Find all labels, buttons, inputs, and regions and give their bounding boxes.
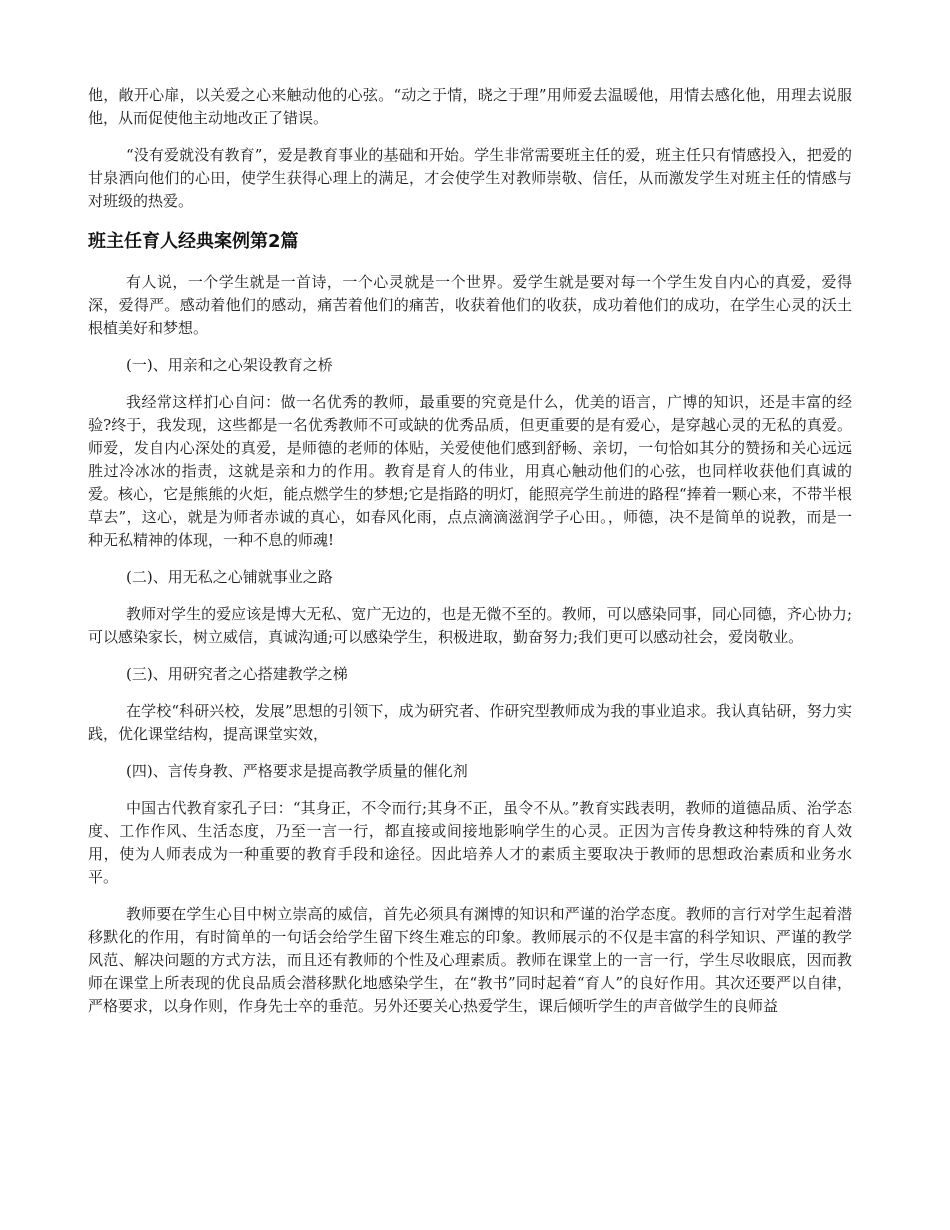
paragraph-prestige: 教师要在学生心目中树立崇高的威信，首先必须具有渊博的知识和严谨的治学态度。教师的言行对学生起着潜移默化的作用，有时简单的一句话会给学生留下终生难忘的印象。教师展示的不仅是丰富的科学知识、严谨的教学风范、解决问题的方式方法，而且还有教师的个性及心理素质。教师在课堂上的一言一行，学生尽收眼底，因而教师在课堂上所表现的优良品质会潜移默化地感染学生，在“教书”同时起着“育人”的良好作用。其次还要严以自律，严格要求，以身作则，作身先士卒的垂范。另外还要关心热爱学生，课后倾听学生的声音做学生的良师益 — [88, 905, 852, 1015]
paragraph-continuation: 他，敞开心扉，以关爱之心来触动他的心弦。“动之于情，晓之于理”用师爱去温暖他，用情去感化他，用理去说服他，从而促使他主动地改正了错误。 — [88, 86, 852, 127]
subheading-4: (四)、言传身教、严格要求是提高教学质量的催化剂 — [126, 762, 468, 780]
paragraph-intro: 有人说，一个学生就是一首诗，一个心灵就是一个世界。爱学生就是要对每一个学生发自内心的真爱，爱得深，爱得严。感动着他们的感动，痛苦着他们的痛苦，收获着他们的收获，成功着他们的成功，在学生心灵的沃土根植美好和梦想。 — [88, 273, 852, 337]
paragraph-research: 在学校“科研兴校，发展”思想的引领下，成为研究者、作研究型教师成为我的事业追求。我认真钻研，努力实践，优化课堂结构，提高课堂实效， — [88, 702, 852, 743]
paragraph-affinity: 我经常这样扪心自问：做一名优秀的教师，最重要的究竟是什么，优美的语言，广博的知识，还是丰富的经验?终于，我发现，这些都是一名优秀教师不可或缺的优秀品质，但更重要的是有爱心，是穿越心灵的无私的真爱。师爱，发自内心深处的真爱，是师德的老师的体贴，关爱使他们感到舒畅、亲切，一句恰如其分的赞扬和关心远远胜过冷冰冰的指责，这就是亲和力的作用。教育是育人的伟业，用真心触动他们的心弦，也同样收获他们真诚的爱。核心，它是熊熊的火炬，能点燃学生的梦想;它是指路的明灯，能照亮学生前进的路程“捧着一颗心来，不带半根草去”，这心，就是为师者赤诚的真心，如春风化雨，点点滴滴滋润学子心田。，师德，决不是简单的说教，而是一种无私精神的体现，一种不息的师魂! — [88, 393, 852, 549]
subheading-3: (三)、用研究者之心搭建教学之梯 — [126, 665, 348, 683]
paragraph-confucius: 中国古代教育家孔子曰：“其身正，不令而行;其身不正，虽令不从。”教育实践表明，教师的道德品质、治学态度、工作作风、生活态度，乃至一言一行，都直接或间接地影响学生的心灵。正因为言传身教这种特殊的育人效用，使为人师表成为一种重要的教育手段和途径。因此培养人才的素质主要取决于教师的思想政治素质和业务水平。 — [88, 799, 852, 886]
paragraph-selfless: 教师对学生的爱应该是博大无私、宽广无边的，也是无微不至的。教师，可以感染同事，同心同德，齐心协力;可以感染家长，树立威信，真诚沟通;可以感染学生，积极进取，勤奋努力;我们更可以感动社会，爱岗敬业。 — [88, 605, 852, 646]
document-page — [88, 84, 852, 1032]
paragraph-love-education: “没有爱就没有教育”，爱是教育事业的基础和开始。学生非常需要班主任的爱，班主任只有情感投入，把爱的甘泉洒向他们的心田，使学生获得心理上的满足，才会使学生对教师崇敬、信任，从而激发学生对班主任的情感与对班级的热爱。 — [88, 146, 852, 210]
subheading-1: (一)、用亲和之心架设教育之桥 — [126, 356, 333, 374]
subheading-2: (二)、用无私之心铺就事业之路 — [126, 568, 333, 586]
section-heading: 班主任育人经典案例第2篇 — [88, 231, 299, 252]
